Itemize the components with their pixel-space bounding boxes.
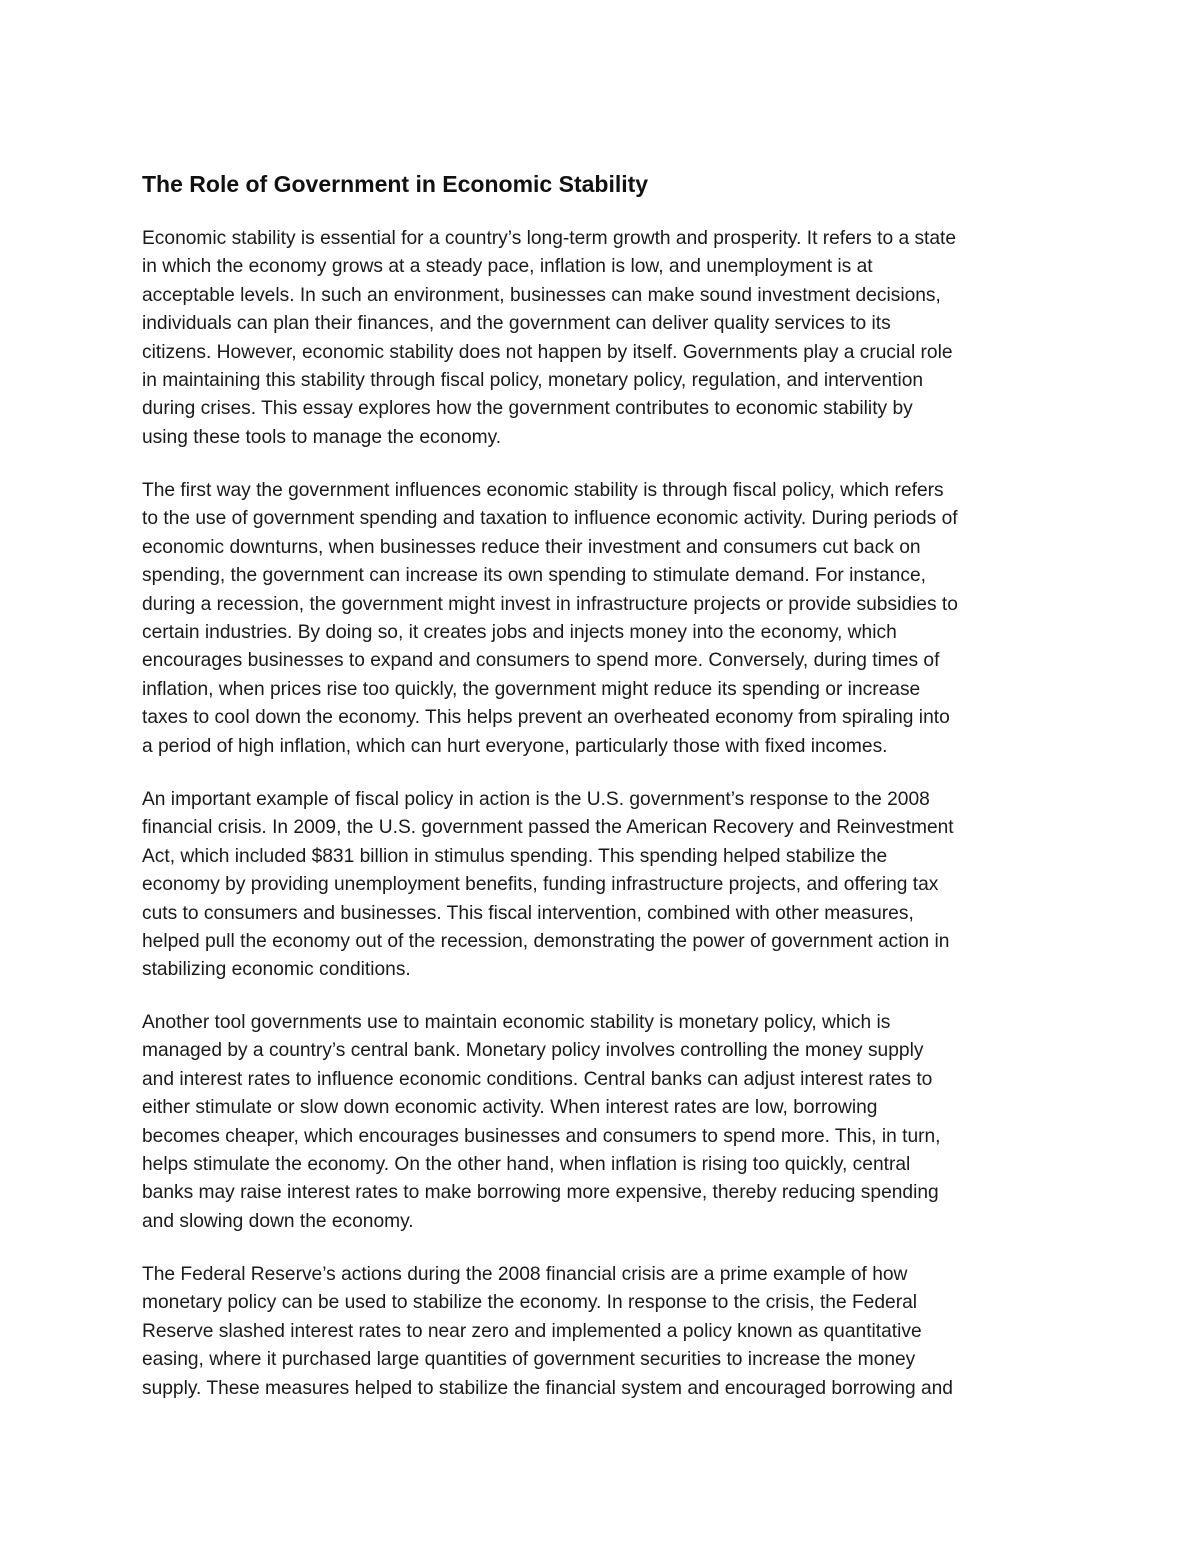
text-line: monetary policy can be used to stabilize the economy. In response to the crisis, the Federal bbox=[142, 1292, 918, 1314]
text-line: becomes cheaper, which encourages businesses and consumers to spend more. This, in turn, bbox=[142, 1125, 941, 1147]
text-line: helps stimulate the economy. On the other hand, when inflation is rising too quickly, central bbox=[142, 1153, 911, 1175]
text-line: during crises. This essay explores how the government contributes to economic stability by bbox=[142, 398, 913, 420]
text-line: during a recession, the government might invest in infrastructure projects or provide subsidies to bbox=[142, 593, 958, 615]
text-line: Act, which included $831 billion in stimulus spending. This spending helped stabilize the bbox=[142, 845, 888, 867]
text-line: and slowing down the economy. bbox=[142, 1210, 414, 1232]
document-title: The Role of Government in Economic Stability bbox=[142, 171, 649, 197]
text-line: and interest rates to influence economic conditions. Central banks can adjust interest rates to bbox=[142, 1068, 933, 1090]
text-line: stabilizing economic conditions. bbox=[142, 959, 411, 981]
text-line: in maintaining this stability through fiscal policy, monetary policy, regulation, and intervention bbox=[142, 369, 924, 391]
text-line: individuals can plan their finances, and the government can deliver quality services to its bbox=[142, 313, 891, 335]
paragraph bbox=[142, 786, 954, 985]
paragraph bbox=[142, 477, 958, 761]
text-line: Another tool governments use to maintain economic stability is monetary policy, which is bbox=[142, 1012, 891, 1033]
text-line: managed by a country’s central bank. Monetary policy involves controlling the money supply bbox=[142, 1040, 924, 1062]
text-line: supply. These measures helped to stabilize the financial system and encouraged borrowing and bbox=[142, 1377, 953, 1399]
text-line: spending, the government can increase its own spending to stimulate demand. For instance, bbox=[142, 565, 926, 587]
text-line: in which the economy grows at a steady pace, inflation is low, and unemployment is at bbox=[142, 256, 873, 278]
text-line: certain industries. By doing so, it creates jobs and injects money into the economy, which bbox=[142, 621, 897, 643]
text-line: helped pull the economy out of the recession, demonstrating the power of government action in bbox=[142, 930, 950, 952]
text-line: banks may raise interest rates to make borrowing more expensive, thereby reducing spending bbox=[142, 1182, 939, 1204]
text-line: taxes to cool down the economy. This helps prevent an overheated economy from spiraling into bbox=[142, 707, 950, 729]
text-line: economic downturns, when businesses reduce their investment and consumers cut back on bbox=[142, 536, 921, 558]
text-line: acceptable levels. In such an environment, businesses can make sound investment decisions, bbox=[142, 284, 941, 306]
text-line: Reserve slashed interest rates to near zero and implemented a policy known as quantitative bbox=[142, 1320, 922, 1342]
text-line: cuts to consumers and businesses. This fiscal intervention, combined with other measures, bbox=[142, 902, 914, 924]
paragraph bbox=[142, 1261, 953, 1403]
text-line: a period of high inflation, which can hurt everyone, particularly those with fixed incomes. bbox=[142, 735, 888, 757]
text-line: inflation, when prices rise too quickly, the government might reduce its spending or increase bbox=[142, 678, 921, 700]
text-line: An important example of fiscal policy in action is the U.S. government’s response to the 2008 bbox=[142, 789, 930, 810]
text-line: easing, where it purchased large quantities of government securities to increase the money bbox=[142, 1349, 916, 1371]
text-line: either stimulate or slow down economic activity. When interest rates are low, borrowing bbox=[142, 1097, 878, 1119]
text-line: to the use of government spending and taxation to influence economic activity. During periods of bbox=[142, 508, 958, 530]
paragraph bbox=[142, 225, 956, 452]
text-line: encourages businesses to expand and consumers to spend more. Conversely, during times of bbox=[142, 650, 940, 672]
paragraph bbox=[142, 1009, 941, 1236]
text-line: economy by providing unemployment benefits, funding infrastructure projects, and offering tax bbox=[142, 874, 939, 896]
text-line: The first way the government influences economic stability is through fiscal policy, which refers bbox=[142, 480, 944, 501]
text-line: using these tools to manage the economy. bbox=[142, 426, 502, 448]
text-line: Economic stability is essential for a country’s long-term growth and prosperity. It refers to a state bbox=[142, 228, 957, 249]
text-line: The Federal Reserve’s actions during the 2008 financial crisis are a prime example of how bbox=[142, 1264, 908, 1285]
text-line: citizens. However, economic stability does not happen by itself. Governments play a crucial role bbox=[142, 341, 953, 363]
text-line: financial crisis. In 2009, the U.S. government passed the American Recovery and Reinvestment bbox=[142, 817, 954, 839]
